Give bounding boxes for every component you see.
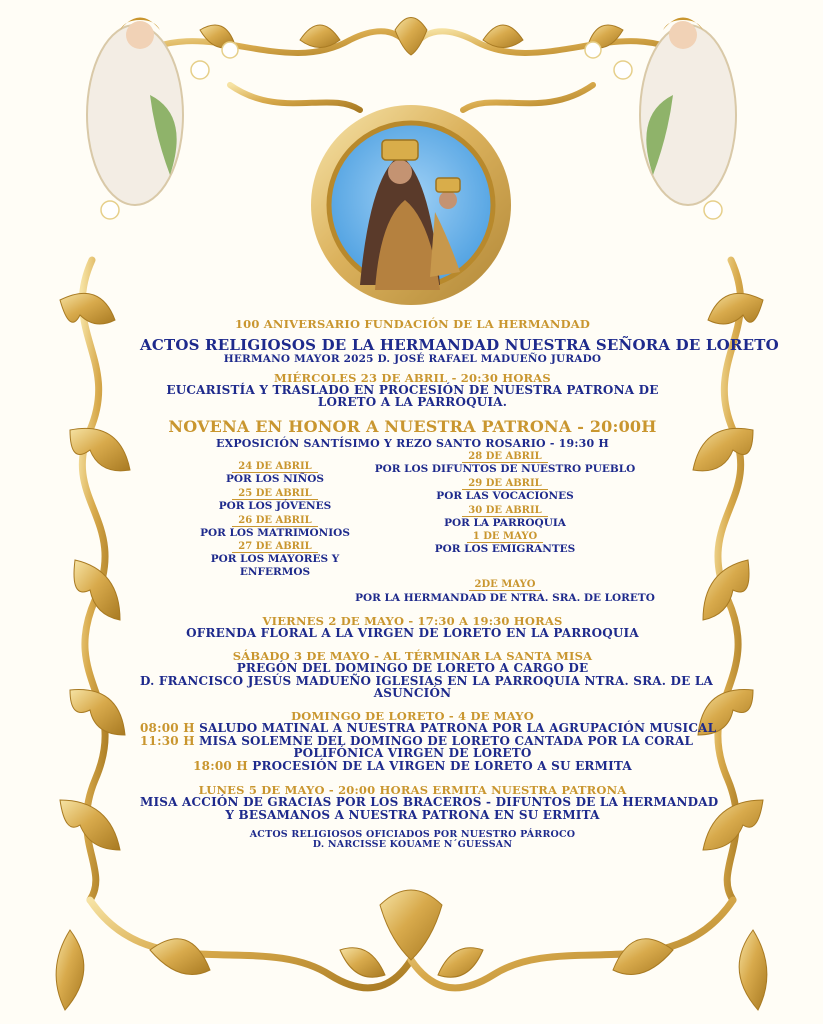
event5-date: LUNES 5 DE MAYO - 20:00 HORAS ERMITA NUESTRA PATRONA: [198, 783, 627, 798]
event4-text: SALUDO MATINAL A NUESTRA PATRONA POR LA AGRUPACIÓN MUSICAL: [199, 720, 717, 735]
event3-line3: ASUNCIÓN: [373, 686, 452, 701]
novena-day-intention: POR LOS NIÑOS: [225, 473, 325, 486]
event5-line1: MISA ACCIÓN DE GRACIAS POR LOS BRACEROS - DIFUNTOS DE LA HERMANDAD: [140, 795, 719, 810]
novena-day-item: [180, 541, 370, 578]
event4-time: 18:00 H: [193, 758, 248, 773]
novena-day-item: [370, 505, 640, 530]
novena-day-item: [370, 531, 640, 556]
novena-day-item: [180, 488, 370, 513]
event1-date: MIÉRCOLES 23 DE ABRIL - 20:30 HORAS: [274, 370, 551, 385]
event3-line1: PREGÓN DEL DOMINGO DE LORETO A CARGO DE: [236, 661, 589, 676]
novena-day-date: 29 DE ABRIL: [462, 478, 547, 490]
main-title: ACTOS RELIGIOSOS DE LA HERMANDAD NUESTRA SEÑORA DE LORETO: [140, 336, 779, 355]
anniversary-heading: 100 ANIVERSARIO FUNDACIÓN DE LA HERMANDAD: [234, 317, 591, 331]
novena-subtitle: EXPOSICIÓN SANTÍSIMO Y REZO SANTO ROSARIO - 19:30 H: [216, 436, 609, 450]
event4-item: [140, 760, 685, 773]
event3-date: SÁBADO 3 DE MAYO - AL TÉRMINAR LA SANTA MISA: [232, 649, 593, 664]
hermano-mayor-subtitle: HERMANO MAYOR 2025 D. JOSÉ RAFAEL MADUEÑO JURADO: [223, 352, 602, 365]
novena-day-date: 1 DE MAYO: [467, 531, 543, 543]
event4-text: POLIFÓNICA VIRGEN DE LORETO: [293, 746, 532, 761]
novena-day-date: 28 DE ABRIL: [462, 451, 547, 463]
novena-day-intention: POR LOS DIFUNTOS DE NUESTRO PUEBLO: [374, 463, 636, 476]
event2-date: VIERNES 2 DE MAYO - 17:30 A 19:30 HORAS: [262, 614, 563, 629]
novena-day-item: [180, 515, 370, 540]
novena-last-day: [140, 579, 685, 615]
novena-day-date: 26 DE ABRIL: [232, 515, 317, 527]
novena-day-item: [180, 461, 370, 486]
event4-time: 11:30 H: [140, 733, 195, 748]
event1-line2: LORETO A LA PARROQUIA.: [317, 395, 508, 410]
novena-day-date: 25 DE ABRIL: [232, 488, 317, 500]
novena-day-item: [370, 451, 640, 476]
novena-schedule: [140, 451, 685, 587]
event4-date: DOMINGO DE LORETO - 4 DE MAYO: [291, 708, 534, 723]
novena-day-date: 27 DE ABRIL: [232, 541, 317, 553]
novena-day-intention: POR LA HERMANDAD DE NTRA. SRA. DE LORETO: [355, 592, 655, 605]
event5-line2: Y BESAMANOS A NUESTRA PATRONA EN SU ERMITA: [225, 808, 600, 823]
novena-day-item: [370, 478, 640, 503]
novena-day-date: 30 DE ABRIL: [462, 505, 547, 517]
footer-line1: ACTOS RELIGIOSOS OFICIADOS POR NUESTRO PÁRROCO: [249, 828, 576, 840]
event4-text: PROCESIÓN DE LA VIRGEN DE LORETO A SU ERMITA: [252, 758, 632, 773]
novena-day-intention: POR LOS MATRIMONIOS: [200, 526, 350, 539]
event4-time: 08:00 H: [140, 720, 195, 735]
footer-line2: D. NARCISSE KOUAME N´GUESSAN: [312, 838, 513, 850]
novena-day-intention: POR LOS JÓVENES: [218, 500, 332, 513]
event-program: [140, 317, 779, 850]
event2-line1: OFRENDA FLORAL A LA VIRGEN DE LORETO EN LA PARROQUIA: [186, 626, 639, 641]
event3-line2: D. FRANCISCO JESÚS MADUEÑO IGLESIAS EN LA PARROQUIA NTRA. SRA. DE LA: [140, 673, 714, 688]
novena-day-intention: POR LOS EMIGRANTES: [434, 543, 576, 556]
virgin-medallion: [311, 105, 511, 305]
novena-day-intention: POR LOS MAYORES Y ENFERMOS: [210, 553, 340, 578]
novena-title: NOVENA EN HONOR A NUESTRA PATRONA - 20:00H: [168, 417, 657, 437]
novena-right-column: [370, 451, 640, 557]
novena-day-date: 24 DE ABRIL: [232, 461, 317, 473]
event4-text: MISA SOLEMNE DEL DOMINGO DE LORETO CANTADA POR LA CORAL: [199, 733, 694, 748]
event1-line1: EUCARISTÍA Y TRASLADO EN PROCESIÓN DE NUESTRA PATRONA DE: [166, 382, 659, 397]
novena-day-intention: POR LA PARROQUIA: [444, 516, 566, 529]
novena-left-column: [180, 461, 370, 580]
novena-day-intention: POR LAS VOCACIONES: [436, 490, 574, 503]
novena-day-date: 2DE MAYO: [469, 579, 542, 591]
